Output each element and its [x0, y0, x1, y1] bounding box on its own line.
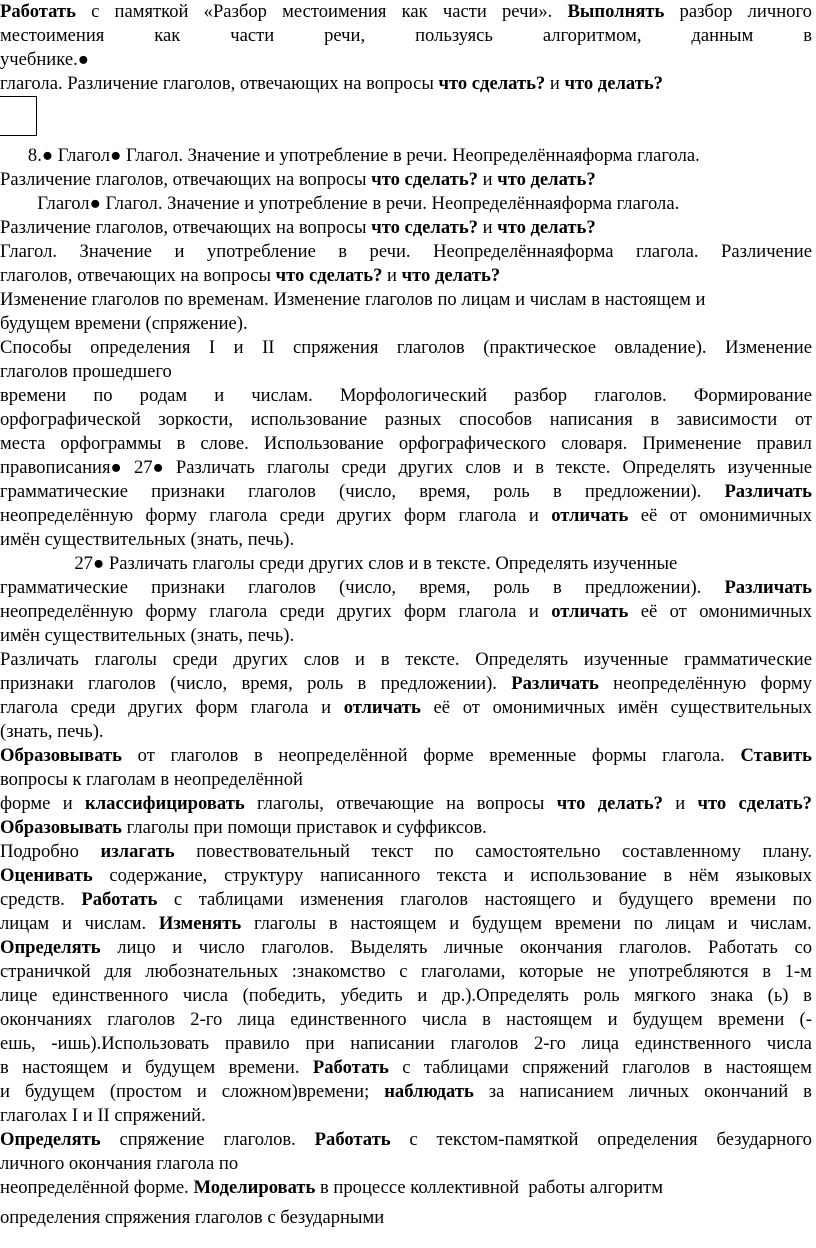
text-line: грамматические признаки глаголов (число, время, роль в предложении). Различать: [0, 481, 812, 502]
text-line: будущем времени (спряжение).: [0, 313, 248, 334]
text-line: глагола. Различение глаголов, отвечающих на вопросы что сделать? и что делать?: [0, 73, 663, 94]
text-line: Глагол● Глагол. Значение и употребление в речи. Неопределённаяформа глагола.: [0, 193, 680, 214]
text-line: Определять лицо и число глаголов. Выделять личные окончания глаголов. Работать со: [0, 937, 812, 958]
text-line: Образовывать глаголы при помощи приставок и суффиксов.: [0, 817, 487, 838]
text-line: Различать глаголы среди других слов и в тексте. Определять изученные грамматические: [0, 649, 812, 670]
text-line: учебнике.●: [0, 49, 89, 70]
text-line: имён существительных (знать, печь).: [0, 529, 295, 550]
text-line: и будущем (простом и сложном)времени; наблюдать за написанием личных окончаний в: [0, 1081, 812, 1102]
text-line: личного окончания глагола по: [0, 1153, 239, 1174]
text-line: лице единственного числа (победить, убедить и др.).Определять роль мягкого знака (ь) в: [0, 985, 812, 1006]
text-line: глаголах I и II спряжений.: [0, 1105, 206, 1126]
text-line: места орфограммы в слове. Использование орфографического словаря. Применение правил: [0, 433, 812, 454]
text-line: орфографической зоркости, использование разных способов написания в зависимости от: [0, 409, 812, 430]
text-line: Образовывать от глаголов в неопределённой форме временные формы глагола. Ставить: [0, 745, 812, 766]
text-line: неопределённую форму глагола среди других форм глагола и отличать её от омонимичных: [0, 601, 812, 622]
text-line: ешь, -ишь).Использовать правило при написании глаголов 2-го лица единственного числа: [0, 1033, 812, 1054]
text-line: Различение глаголов, отвечающих на вопросы что сделать? и что делать?: [0, 169, 596, 190]
text-line: Определять спряжение глаголов. Работать с текстом-памяткой определения безударного: [0, 1129, 812, 1150]
text-line: средств. Работать с таблицами изменения глаголов настоящего и будущего времени по: [0, 889, 812, 910]
text-line: окончаниях глаголов 2-го лица единственного числа в настоящем и будущем времени (-: [0, 1009, 812, 1030]
text-line: Глагол. Значение и употребление в речи. Неопределённаяформа глагола. Различение: [0, 241, 812, 262]
text-line: (знать, печь).: [0, 721, 104, 742]
text-line: глагола среди других форм глагола и отличать её от омонимичных имён существительных: [0, 697, 812, 718]
text-line: глаголов, отвечающих на вопросы что сделать? и что делать?: [0, 265, 501, 286]
text-line: глаголов прошедшего: [0, 361, 172, 382]
text-line: Работать с памяткой «Разбор местоимения как части речи». Выполнять разбор личного: [0, 1, 812, 22]
text-line: Изменение глаголов по временам. Изменение глаголов по лицам и числам в настоящем и: [0, 289, 706, 310]
text-line: признаки глаголов (число, время, роль в предложении). Различать неопределённую форму: [0, 673, 812, 694]
text-line: грамматические признаки глаголов (число, время, роль в предложении). Различать: [0, 577, 812, 598]
text-line: вопросы к глаголам в неопределённой: [0, 769, 303, 790]
text-line: Различение глаголов, отвечающих на вопросы что сделать? и что делать?: [0, 217, 596, 238]
text-line: Способы определения I и II спряжения глаголов (практическое овладение). Изменение: [0, 337, 812, 358]
text-line: неопределённой форме. Моделировать в процессе коллективной работы алгоритм: [0, 1177, 663, 1198]
text-line: имён существительных (знать, печь).: [0, 625, 295, 646]
text-line: 8.● Глагол● Глагол. Значение и употребление в речи. Неопределённаяформа глагола.: [0, 145, 700, 166]
text-line: Оценивать содержание, структуру написанного текста и использование в нём языковых: [0, 865, 812, 886]
text-line: определения спряжения глаголов с безударными: [0, 1207, 385, 1228]
text-line: местоимения как части речи, пользуясь алгоритмом, данным в: [0, 25, 812, 46]
text-line: форме и классифицировать глаголы, отвечающие на вопросы что делать? и что сделать?: [0, 793, 812, 814]
text-line: лицам и числам. Изменять глаголы в настоящем и будущем времени по лицам и числам.: [0, 913, 812, 934]
empty-cell-box: [0, 96, 37, 136]
text-line: страничкой для любознательных :знакомство с глаголами, которые не употребляются в 1-м: [0, 961, 812, 982]
text-line: правописания● 27● Различать глаголы среди других слов и в тексте. Определять изученные: [0, 457, 812, 478]
text-line: 27● Различать глаголы среди других слов и в тексте. Определять изученные: [0, 553, 678, 574]
text-line: неопределённую форму глагола среди других форм глагола и отличать её от омонимичных: [0, 505, 812, 526]
text-line: Подробно излагать повествовательный текст по самостоятельно составленному плану.: [0, 841, 812, 862]
text-line: времени по родам и числам. Морфологический разбор глаголов. Формирование: [0, 385, 812, 406]
text-line: в настоящем и будущем времени. Работать с таблицами спряжений глаголов в настоящем: [0, 1057, 812, 1078]
